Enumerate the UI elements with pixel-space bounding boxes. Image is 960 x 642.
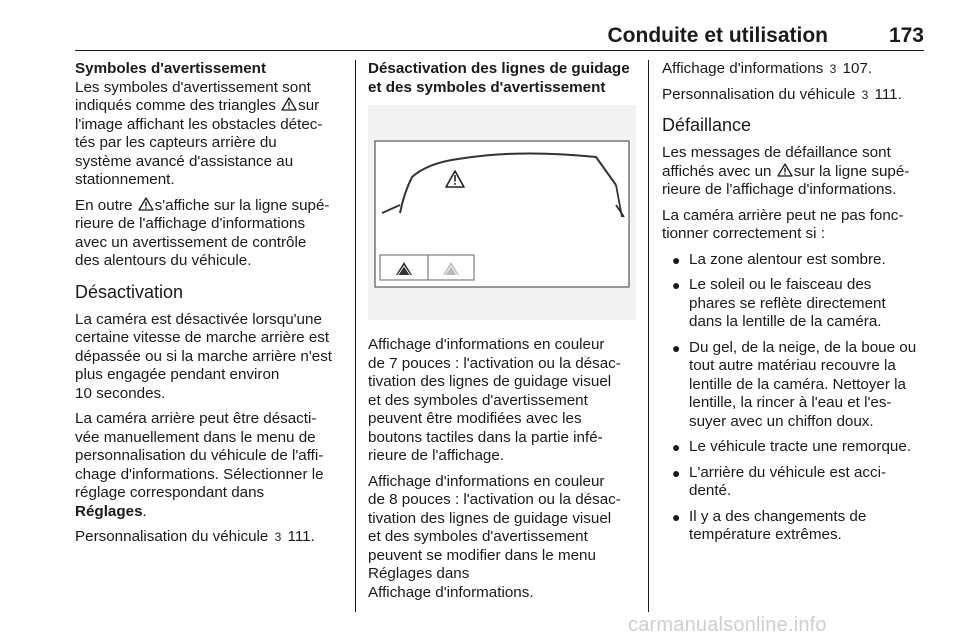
bullet-icon: ● (672, 464, 681, 481)
paragraph (75, 79, 343, 190)
text-span: Personnalisation du véhicule (662, 85, 856, 103)
paragraph (75, 410, 343, 521)
bullet-icon: ● (672, 277, 681, 293)
paragraph (662, 144, 930, 200)
xref-arrow-icon: 3 (274, 530, 282, 544)
heading-failure: Défaillance (662, 115, 752, 135)
column-divider (355, 60, 356, 612)
warning-triangle-icon (138, 197, 154, 211)
list-item (662, 276, 930, 332)
watermark: carmanualsonline.info (628, 614, 827, 636)
column-right (662, 60, 930, 552)
paragraph (75, 528, 343, 547)
failure-conditions-list (662, 251, 930, 545)
text-span: sur la ligne supé- rieure de l'affichage d'informations. (662, 162, 910, 198)
list-item (662, 438, 930, 457)
text-span: Affichage d'informations (662, 60, 824, 77)
warning-triangle-icon (777, 163, 793, 177)
page-number: 173 (888, 24, 924, 47)
bullet-icon: ● (672, 439, 681, 455)
list-item (662, 508, 930, 545)
column-divider (648, 60, 649, 612)
xref-arrow-icon: 3 (829, 62, 837, 76)
text-span: Personnalisation du véhicule (75, 528, 269, 545)
cross-reference (662, 60, 930, 79)
camera-display-illustration (368, 105, 636, 320)
heading-deactivation: Désactivation (75, 281, 184, 302)
cross-reference (662, 86, 930, 105)
bullet-icon: ● (672, 508, 681, 525)
paragraph: La caméra est désactivée lorsqu'une certaine vitesse de marche arrière est dépassée ou si la marche arrière n'est plus engagée pendant environ 10 secondes. (75, 310, 333, 402)
text-span: s'affiche sur la ligne supé- rieure de l'affichage d'informations avec un avertissement de contrôle des alentours du véhicule. (75, 196, 330, 269)
xref-arrow-icon: 3 (861, 87, 869, 102)
heading-warning-symbols: Symboles d'avertissement (75, 60, 267, 77)
bullet-icon: ● (672, 251, 681, 268)
rear-camera-display-figure (368, 105, 636, 320)
bullet-icon: ● (672, 339, 681, 356)
text-span: La caméra arrière peut être désacti- vée manuellement dans le menu de personnalisation du véhicule de l'affi- chage d'informations. Sélectionner le réglage correspondant dans (75, 410, 324, 501)
text-span: sur l'image affichant les obstacles détec- tés par les capteurs arrière du système avancé d'assistance au stationnement. (75, 97, 323, 188)
list-item-text: L'arrière du véhicule est acci- denté. (689, 463, 887, 499)
paragraph: Affichage d'informations en couleur de 7 pouces : l'activation ou la désac- tivation des lignes de guidage visuel et des symboles d'avertissement peuvent être modifiées avec les boutons tactiles dans la partie infé- rieure de l'affichage. (368, 336, 621, 464)
settings-menu-label: Réglages (75, 502, 143, 520)
section-title: Conduite et utilisation (607, 24, 828, 47)
paragraph: La caméra arrière peut ne pas fonc- tionner correctement si : (662, 206, 904, 242)
page-reference[interactable]: 111. (874, 85, 902, 103)
text-span: Les symboles d'avertissement sont indiqués comme des triangles (75, 78, 311, 114)
page-reference[interactable]: 111. (287, 528, 315, 545)
column-middle (368, 60, 636, 609)
list-item (662, 339, 930, 432)
paragraph (75, 197, 343, 271)
list-item-text: Il y a des changements de température extrêmes. (689, 507, 867, 543)
column-left (75, 60, 343, 554)
paragraph: Affichage d'informations en couleur de 8 pouces : l'activation ou la désac- tivation des lignes de guidage visuel et des symboles d'avertissement peuvent se modifier dans le menu Réglages dans Affichage d'informations. (368, 472, 621, 601)
list-item-text: Du gel, de la neige, de la boue ou tout autre matériau recouvre la lentille de la caméra. Nettoyer la lentille, la rincer à l'eau et l'es- suyer avec un chiffon doux. (689, 338, 917, 430)
list-item-text: La zone alentour est sombre. (689, 250, 886, 268)
text-span: Les messages de défaillance sont affichés avec un (662, 144, 891, 180)
heading-deactivate-guidelines: Désactivation des lignes de guidage et des symboles d'avertissement (368, 60, 630, 96)
list-item-text: Le véhicule tracte une remorque. (689, 438, 912, 455)
page-reference[interactable]: 107. (842, 60, 873, 77)
text-span: En outre (75, 196, 137, 214)
page-header (75, 24, 924, 51)
warning-triangle-icon (281, 97, 297, 111)
list-item (662, 464, 930, 501)
list-item-text: Le soleil ou le faisceau des phares se reflète directement dans la lentille de la caméra. (689, 276, 886, 330)
list-item (662, 251, 930, 270)
text-span: . (142, 502, 147, 520)
